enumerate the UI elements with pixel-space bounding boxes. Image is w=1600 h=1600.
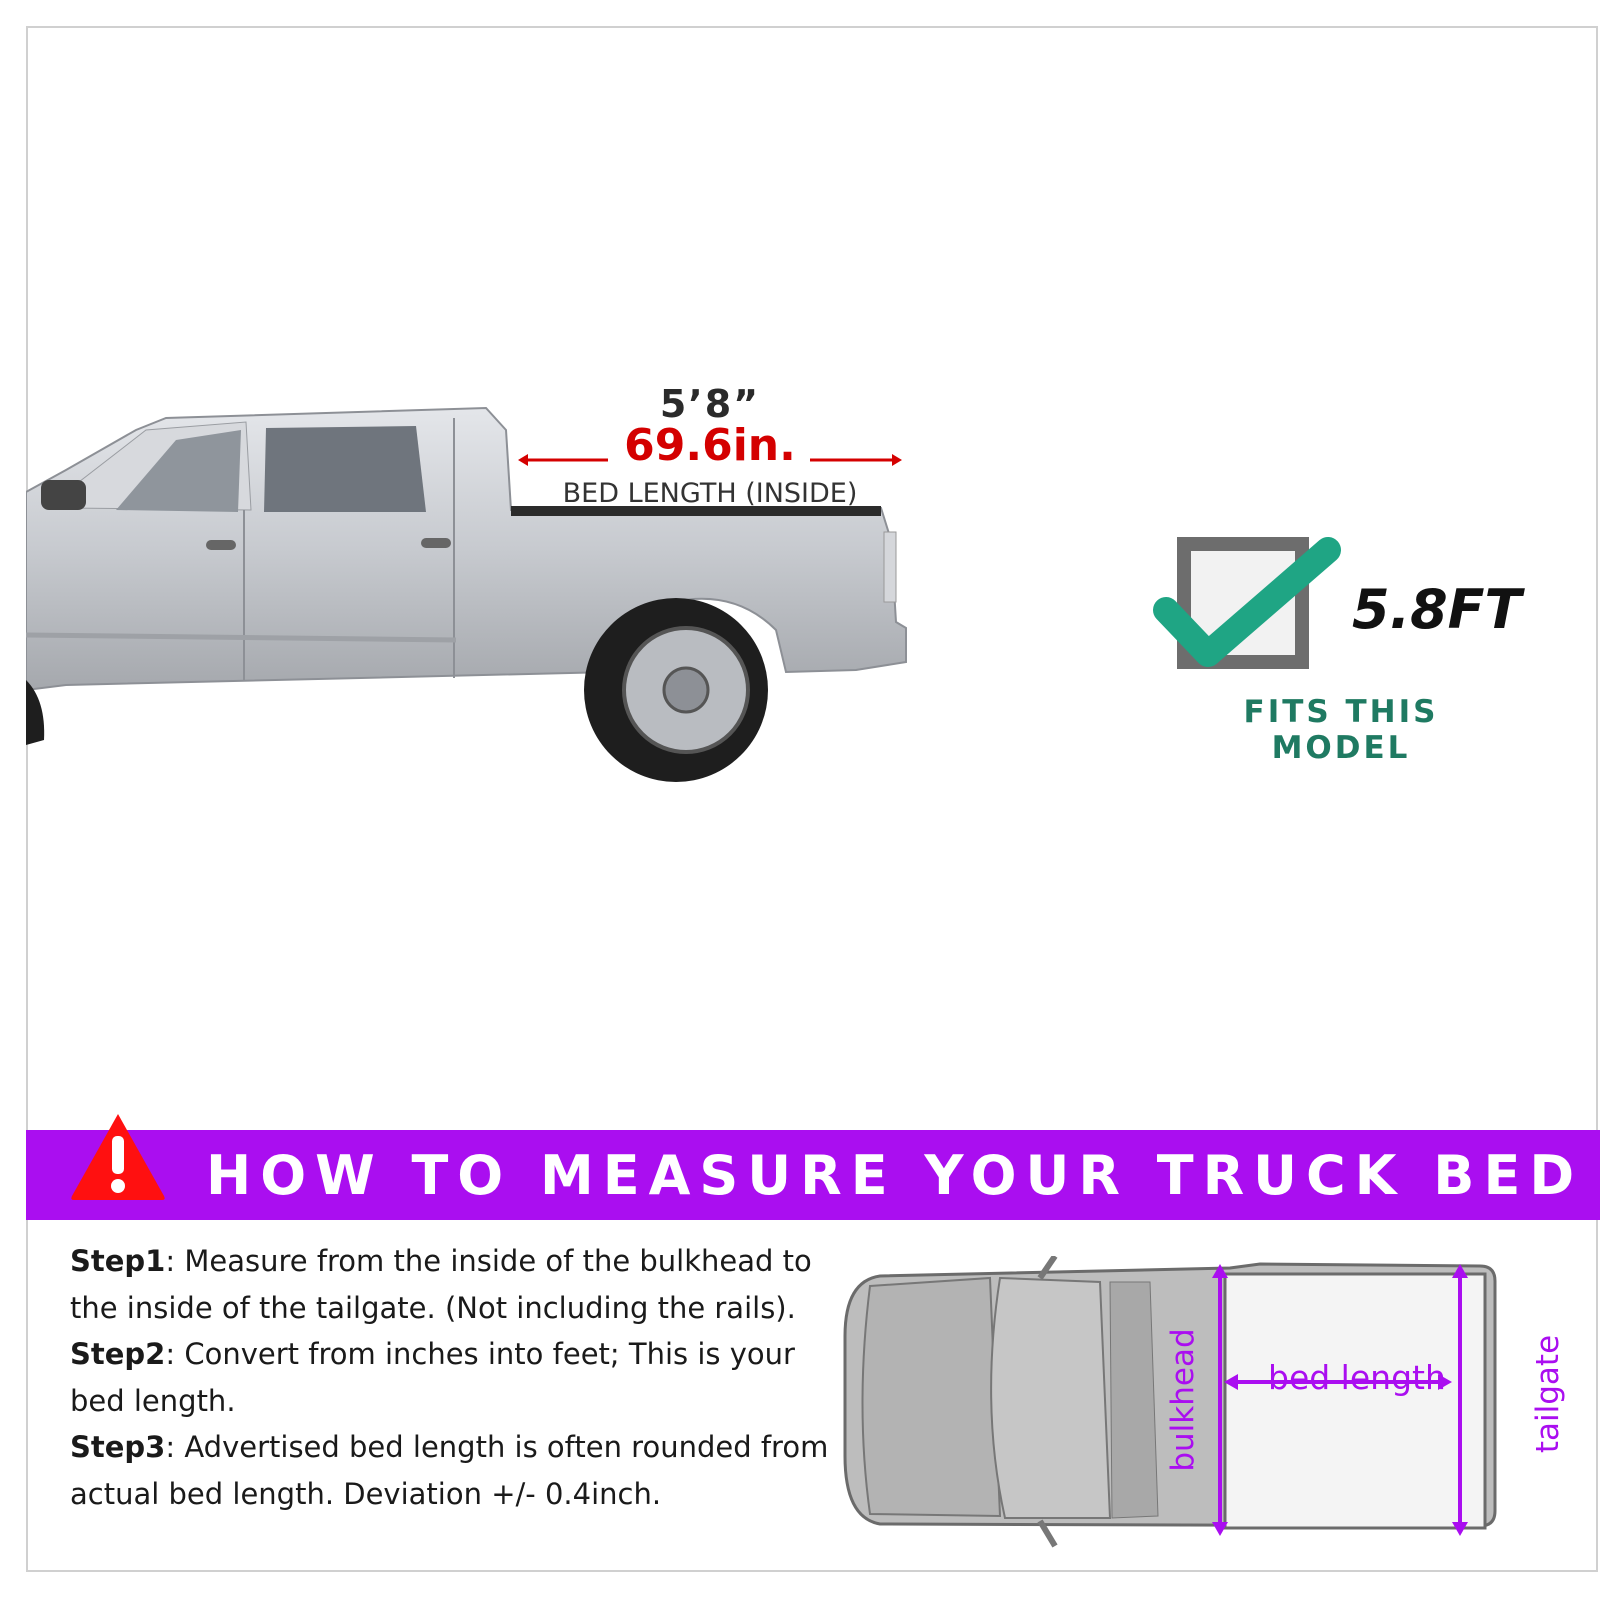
arrow-left-icon: [518, 450, 610, 470]
fits-this-model-label: FITS THIS MODEL: [1243, 694, 1439, 766]
step-label: Step3: [70, 1430, 166, 1464]
step-text: : Advertised bed length is often rounded from actual bed length. Deviation +/- 0.4inch.: [70, 1430, 829, 1511]
tailgate-label: tailgate: [1530, 1334, 1566, 1454]
measurement-steps: [70, 1238, 830, 1517]
bulkhead-label: bulkhead: [1165, 1328, 1201, 1472]
fit-bed-size: 5.8FT: [1352, 578, 1522, 641]
step-label: Step2: [70, 1337, 166, 1371]
banner-title: HOW TO MEASURE YOUR TRUCK BED: [206, 1144, 1584, 1207]
bed-length-label: bed length: [1268, 1358, 1446, 1397]
step-label: Step1: [70, 1244, 166, 1278]
step-2: [70, 1331, 830, 1424]
step-3: [70, 1424, 830, 1517]
step-1: [70, 1238, 830, 1331]
checkmark-icon: [1150, 530, 1350, 690]
bed-length-inches: 69.6in.: [624, 420, 796, 471]
arrow-right-icon: [810, 450, 902, 470]
step-text: : Convert from inches into feet; This is your bed length.: [70, 1337, 795, 1418]
warning-triangle-icon: [68, 1110, 168, 1202]
bed-length-caption: BED LENGTH (INSIDE): [562, 478, 858, 509]
step-text: : Measure from the inside of the bulkhead to the inside of the tailgate. (Not including the rails).: [70, 1244, 812, 1325]
bed-length-feet: 5’8”: [659, 382, 761, 426]
